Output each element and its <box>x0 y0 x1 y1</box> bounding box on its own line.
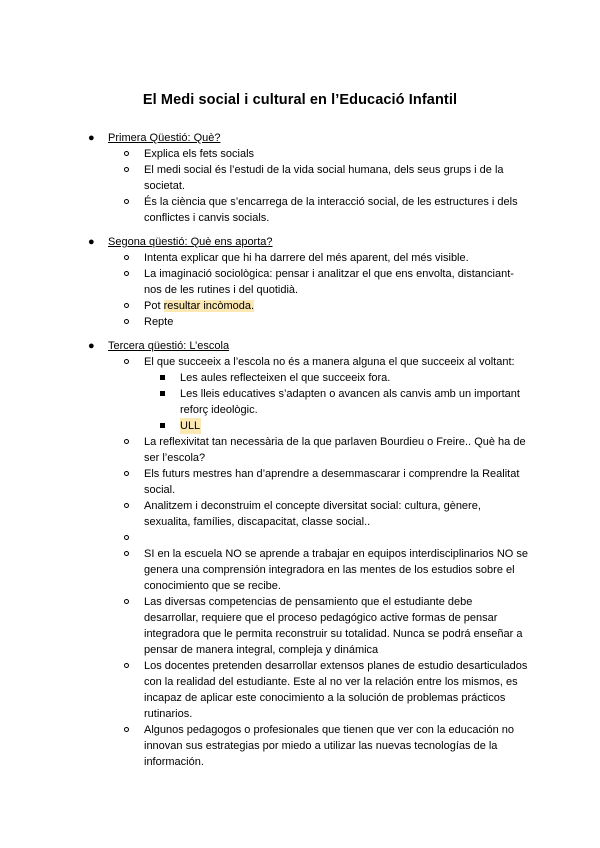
section-heading: Tercera qüestió: L’escola <box>108 340 230 352</box>
hollow-bullet-icon <box>124 551 129 556</box>
square-bullet-icon <box>160 375 165 380</box>
hollow-bullet-icon <box>124 599 129 604</box>
list-item: Los docentes pretenden desarrollar extensos planes de estudio desarticulados con la realidad del estudiante. Este al no ver la relación entre los mismos, es incapaz de aplicar este conocimiento a la solución de problemas prácticos rutinarios. <box>124 658 528 722</box>
list-item: El medi social és l’estudi de la vida social humana, dels seus grups i de la societat. <box>124 162 528 194</box>
list-item: Algunos pedagogos o profesionales que tienen que ver con la educación no innovan sus estrategias por miedo a utilizar las nuevas tecnologías de la información. <box>124 722 528 770</box>
hollow-bullet-icon <box>124 535 129 540</box>
hollow-bullet-icon <box>124 439 129 444</box>
list-item: El que succeeix a l’escola no és a manera alguna el que succeeix al voltant: Les aules reflecteixen el que succeeix fora. Les lleis educatives s’adapten o avancen als canvis amb un important reforç ideològic. ULL <box>124 354 528 434</box>
list-item: La imaginació sociològica: pensar i analitzar el que ens envolta, distanciant-nos de les rutines i del quotidià. <box>124 266 528 298</box>
sub-list <box>88 354 528 770</box>
square-bullet-icon <box>160 423 165 428</box>
list-item: Intenta explicar que hi ha darrere del més aparent, del més visible. <box>124 250 528 266</box>
nested-list <box>144 370 528 434</box>
hollow-bullet-icon <box>124 319 129 324</box>
nested-list-item: Les lleis educatives s’adapten o avancen als canvis amb un important reforç ideològic. <box>160 386 528 418</box>
bullet-item <box>88 130 528 146</box>
document-title: El Medi social i cultural en l’Educació Infantil <box>142 92 458 108</box>
hollow-bullet-icon <box>124 503 129 508</box>
highlighted-text: resultar incòmoda. <box>163 300 255 312</box>
list-item: Repte <box>124 314 528 330</box>
list-item: És la ciència que s’encarrega de la interacció social, de les estructures i dels conflictes i canvis socials. <box>124 194 528 226</box>
nested-list-item: Les aules reflecteixen el que succeeix fora. <box>160 370 528 386</box>
sub-list <box>88 146 528 226</box>
hollow-bullet-icon <box>124 471 129 476</box>
bullet-icon: ● <box>88 132 95 144</box>
list-item: La reflexivitat tan necessària de la que parlaven Bourdieu o Freire.. Què ha de ser l’escola? <box>124 434 528 466</box>
bullet-item <box>88 338 528 354</box>
list-item: Analitzem i deconstruim el concepte diversitat social: cultura, gènere, sexualita, famílies, discapacitat, classe social.. <box>124 498 528 530</box>
highlighted-text: ULL <box>180 420 201 432</box>
hollow-bullet-icon <box>124 663 129 668</box>
section-primera <box>88 130 528 226</box>
hollow-bullet-icon <box>124 151 129 156</box>
nested-list-item <box>160 418 528 434</box>
hollow-bullet-icon <box>124 727 129 732</box>
list-item: Las diversas competencias de pensamiento que el estudiante debe desarrollar, requiere que el proceso pedagógico active formas de pensar integradora que le permita reconstruir su totalidad. Nunca se podrá enseñar a pensar de manera integral, compleja y dinámica <box>124 594 528 658</box>
sub-list <box>88 250 528 330</box>
hollow-bullet-icon <box>124 271 129 276</box>
square-bullet-icon <box>160 391 165 396</box>
hollow-bullet-icon <box>124 359 129 364</box>
hollow-bullet-icon <box>124 199 129 204</box>
list-item: Els futurs mestres han d’aprendre a desemmascarar i comprendre la Realitat social. <box>124 466 528 498</box>
bullet-icon: ● <box>88 236 95 248</box>
list-item: SI en la escuela NO se aprende a trabajar en equipos interdisciplinarios NO se genera una comprensión integradora en las mentes de los estudios sobre el conocimiento que se recibe. <box>124 546 528 594</box>
section-tercera <box>88 338 528 770</box>
bullet-icon: ● <box>88 340 95 352</box>
hollow-bullet-icon <box>124 255 129 260</box>
hollow-bullet-icon <box>124 303 129 308</box>
list-item: Pot resultar incòmoda. <box>124 298 528 314</box>
section-segona <box>88 234 528 330</box>
bullet-item <box>88 234 528 250</box>
section-heading: Primera Qüestió: Què? <box>108 132 221 144</box>
section-heading: Segona qüestió: Què ens aporta? <box>108 236 273 248</box>
list-item: Explica els fets socials <box>124 146 528 162</box>
list-item-empty <box>124 530 528 546</box>
hollow-bullet-icon <box>124 167 129 172</box>
